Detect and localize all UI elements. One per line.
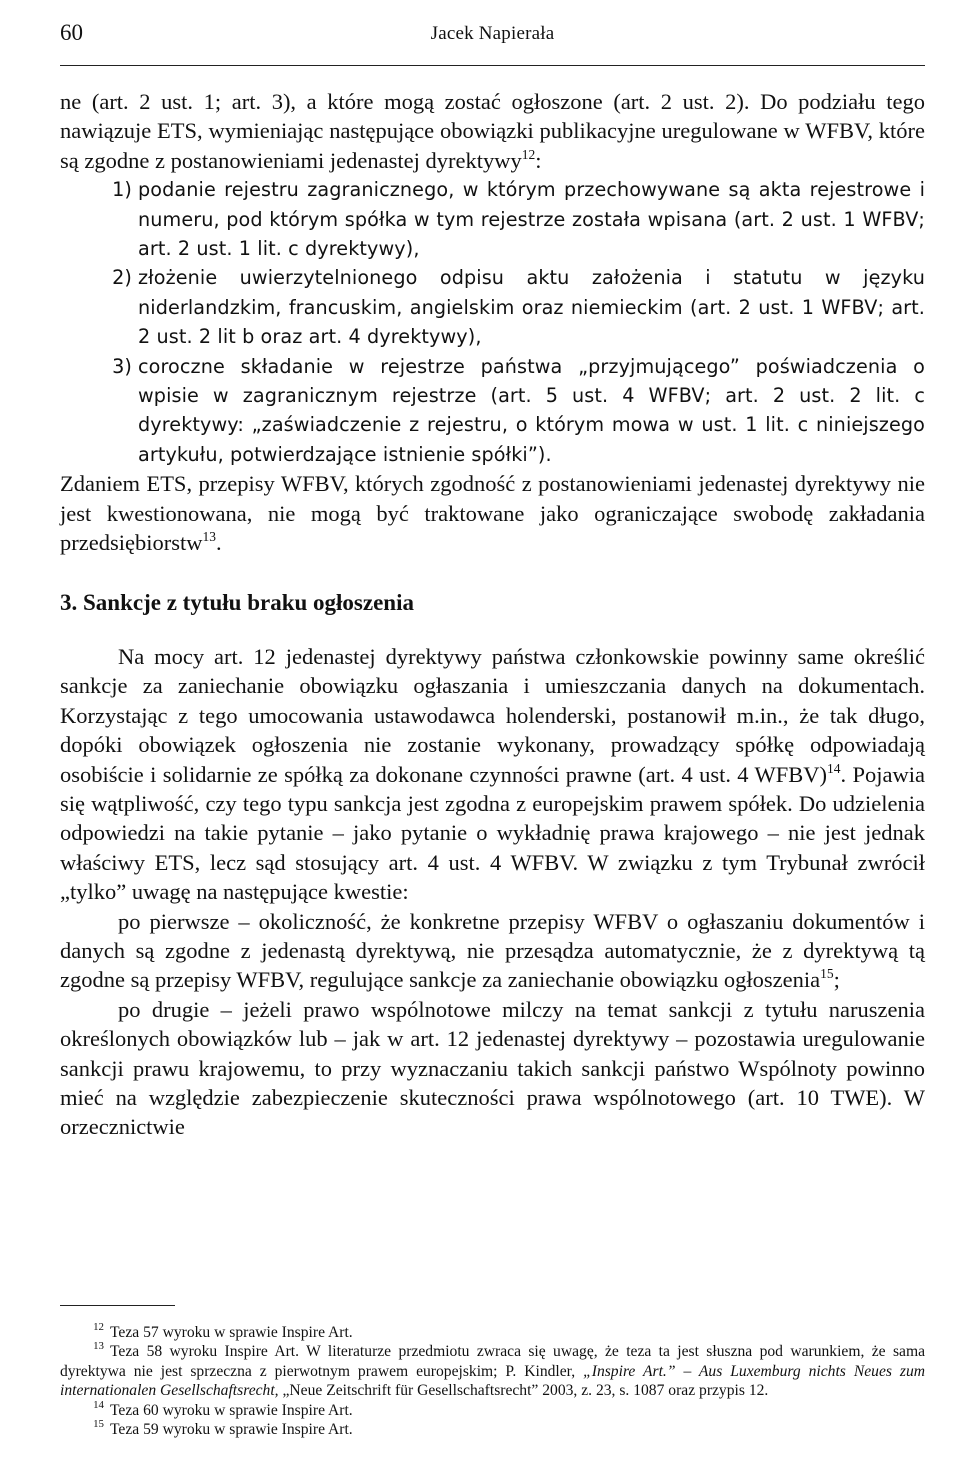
- first-point-tail: ;: [833, 967, 840, 993]
- second-point-text: po drugie – jeżeli prawo wspólnotowe milczy na temat sankcji z tytułu naruszenia określonych obowiązków lub – jak w art. 12 jedenastej dyrektywy – pozostawia uregulowanie sankcji prawu krajowemu, to przy wyznaczaniu takich sankcji państwo Wspólnoty powinno mieć na względzie zabezpieczenie skuteczności prawa wspólnotowego (art. 10 TWE). W orzecznictwie: [60, 996, 925, 1140]
- footnote-12: $^{12}$ Teza 57 wyroku w sprawie Inspire Art.: [93, 1320, 353, 1341]
- conclusion-paragraph: [60, 469, 925, 557]
- first-point-paragraph: [60, 907, 925, 995]
- list-item-text: podanie rejestru zagranicznego, w którym przechowywane są akta rejestrowe i numeru, pod którym spółka w tym rejestrze została wpisana (art. 2 ust. 1 WFBV; art. 2 ust. 1 lit. c dyrektywy),: [138, 178, 925, 261]
- page-number: 60: [60, 20, 83, 45]
- footnote-15: $^{15}$ Teza 59 wyroku w sprawie Inspire Art.: [93, 1417, 353, 1439]
- footnotes: [60, 1320, 925, 1439]
- footnote-ref-15[interactable]: 15: [820, 966, 834, 982]
- sanctions-text: Na mocy art. 12 jedenastej dyrektywy państwa członkowskie powinny same określić sankcje za zaniechanie obowiązku ogłaszania i umieszczania danych na dokumentach. Korzystając z tego umocowania ustawodawca holenderski, postanowił m.in., że tak długo, dopóki obowiązek ogłoszenia nie zostanie wykonany, prowadzący spółkę odpowiadają osobiście i solidarnie ze spółką za dokonane czynności prawne (art. 4 ust. 4 WFBV): [60, 643, 925, 787]
- running-header: [60, 20, 925, 50]
- list-item-number: 1): [112, 178, 132, 202]
- section-heading: 3. Sankcje z tytułu braku ogłoszenia: [60, 589, 414, 615]
- footnote-separator: [60, 1305, 175, 1306]
- footnote-ref-14[interactable]: 14: [827, 760, 841, 776]
- list-item-text: złożenie uwierzytelnionego odpisu aktu założenia i statutu w języku niderlandzkim, francuskim, angielskim oraz niemieckim (art. 2 ust. 1 WFBV; art. 2 ust. 2 lit b oraz art. 4 dyrektywy),: [138, 266, 925, 349]
- second-point-paragraph: [60, 995, 925, 1142]
- list-item-number: 2): [112, 266, 132, 290]
- list-item-2: [60, 263, 925, 351]
- footnote-text: Teza 57 wyroku w sprawie Inspire Art.: [110, 1324, 353, 1341]
- footnote-ref-12[interactable]: 12: [521, 147, 536, 163]
- first-point-text: po pierwsze – okoliczność, że konkretne przepisy WFBV o ogłaszaniu dokumentów i danych są zgodne z jedenastą dyrektywą, nie przesądza automatycznie, że z dyrektywą tą zgodne są przepisy WFBV, regulujące sankcje za zaniechanie obowiązku ogłoszenia: [60, 908, 925, 993]
- conclusion-tail: .: [215, 530, 222, 556]
- list-item-text: coroczne składanie w rejestrze państwa „przyjmującego” poświadczenia o wpisie w zagranicznym rejestrze (art. 5 ust. 4 WFBV; art. 2 ust. 2 lit. c dyrektywy: „zaświadczenie z rejestru, o którym mowa w ust. 1 lit. c niniejszego artykułu, potwierdzające istnienie spółki”).: [138, 354, 925, 466]
- footnote-text-continued: „Neue Zeitschrift für Gesellschaftsrecht” 2003, z. 23, s. 1087 oraz przypis 12.: [278, 1382, 769, 1400]
- list-item-3: [60, 352, 925, 470]
- sanctions-tail: . Pojawia się wątpliwość, czy tego typu sankcja jest zgodna z europejskim prawem spółek. Do udzielenia odpowiedzi na takie pytanie – jako pytanie o wykładnię prawa krajowego – nie jest jednak właściwy ETS, lecz sąd stosujący art. 4 ust. 4 WFBV. W związku z tym Trybunał zwrócił „tylko” uwagę na następujące kwestie:: [60, 761, 925, 905]
- sanctions-paragraph: [60, 642, 925, 907]
- intro-tail: :: [535, 147, 542, 173]
- intro-paragraph: [60, 87, 925, 175]
- running-header-author: Jacek Napierała: [430, 23, 555, 44]
- intro-text: ne (art. 2 ust. 1; art. 3), a które mogą zostać ogłoszone (art. 2 ust. 2). Do podziału tego nawiązuje ETS, wymieniając następujące obowiązki publikacyjne uregulowane w WFBV, które są zgodne z postanowieniami jedenastej dyrektywy: [60, 89, 925, 173]
- list-item-number: 3): [112, 354, 132, 378]
- footnote-italic-title: „Inspire Art.” – Aus Luxemburg nichts Neues zum internationalen Gesellschaftsrecht,: [60, 1362, 925, 1400]
- footnote-text: Teza 58 wyroku Inspire Art. W literaturze przedmiotu zwraca się uwagę, że teza ta jest słuszna pod warunkiem, że sama dyrektywa nie jest sprzeczna z pierwotnym prawem europejskim; P. Kindler,: [60, 1343, 925, 1380]
- body-text: [60, 87, 925, 1142]
- header-rule: [60, 65, 925, 66]
- footnote-13: $^{13}$ Teza 58 wyroku Inspire Art. W literaturze przedmiotu zwraca się uwagę, że teza ta jest słuszna pod warunkiem, że sama dyrektywa nie jest sprzeczna z pierwotnym prawem europejskim; P. Kindler, „Inspire Art.” – Aus Luxemburg nichts Neues zum internationalen Gesellschaftsrecht, „Neue Zeitschrift für Gesellschaftsrecht” 2003, z. 23, s. 1087 oraz przypis 12.: [60, 1340, 925, 1400]
- footnote-text: Teza 60 wyroku w sprawie Inspire Art.: [110, 1401, 353, 1419]
- obligations-list: [60, 175, 925, 469]
- conclusion-text: Zdaniem ETS, przepisy WFBV, których zgodność z postanowieniami jedenastej dyrektywy nie jest kwestionowana, nie mogą być traktowane jako ograniczające swobodę zakładania przedsiębiorstw: [60, 471, 925, 556]
- list-item-1: [60, 175, 925, 263]
- footnote-ref-13[interactable]: 13: [202, 529, 216, 545]
- footnote-text: Teza 59 wyroku w sprawie Inspire Art.: [110, 1421, 353, 1439]
- footnote-14: $^{14}$ Teza 60 wyroku w sprawie Inspire Art.: [93, 1398, 353, 1419]
